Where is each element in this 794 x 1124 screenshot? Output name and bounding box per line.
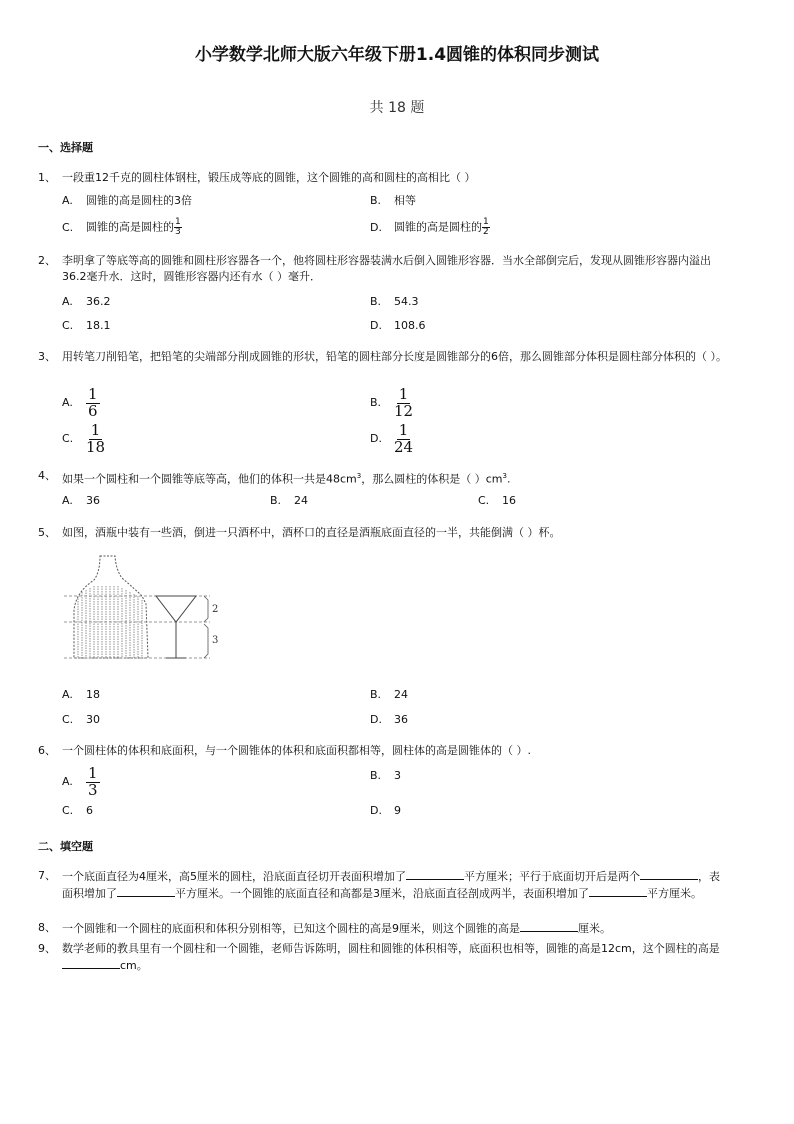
option-c[interactable]: C. 18.1 xyxy=(62,319,111,332)
option-a[interactable]: A. 36 xyxy=(62,494,100,507)
option-b[interactable]: B. $\frac{1}{12}$ xyxy=(370,385,414,420)
document-title: 小学数学北师大版六年级下册1.4圆锥的体积同步测试 xyxy=(194,45,600,65)
question-text: 如果一个圆柱和一个圆锥等底等高，他们的体积一共是$48cm^3$，那么圆柱的体积是（ ）$cm^3$. xyxy=(62,472,511,486)
question-number: 6、 xyxy=(38,744,56,757)
question-9 xyxy=(38,941,728,974)
question-3 xyxy=(38,349,728,365)
option-c[interactable]: C. $\frac{1}{18}$ xyxy=(62,421,106,456)
question-count: 共 18 题 xyxy=(369,100,425,116)
option-b[interactable]: B. 相等 xyxy=(370,194,416,207)
section-heading-choice: 一、选择题 xyxy=(38,141,93,154)
option-b[interactable]: B. 24 xyxy=(270,494,308,507)
question-1 xyxy=(38,170,728,186)
dimension-brackets xyxy=(204,596,208,658)
question-number: 3、 xyxy=(38,350,56,363)
fraction: $\frac{1}{3}$ xyxy=(175,217,181,237)
answer-blank[interactable] xyxy=(589,885,647,897)
option-d[interactable]: D. $\frac{1}{24}$ xyxy=(370,421,414,456)
answer-blank[interactable] xyxy=(640,868,698,880)
option-a[interactable]: A. 18 xyxy=(62,688,100,701)
fraction: $\frac{1}{6}$ xyxy=(88,385,98,420)
question-text: 数学老师的教具里有一个圆柱和一个圆锥，老师告诉陈明，圆柱和圆锥的体积相等，底面积也相等，圆锥的高是12cm，这个圆柱的高是cm。 xyxy=(62,942,720,972)
height-label-bottom: 3 xyxy=(212,635,219,646)
option-d[interactable]: D. 圆锥的高是圆柱的 $\frac{1}{2}$ xyxy=(370,217,489,237)
question-number: 8、 xyxy=(38,921,56,934)
fraction: $\frac{1}{18}$ xyxy=(86,421,106,456)
question-text: 用转笔刀削铅笔，把铅笔的尖端部分削成圆锥的形状，铅笔的圆柱部分长度是圆锥部分的6倍，那么圆锥部分体积是圆柱部分体积的（ ）。 xyxy=(62,350,727,363)
question-number: 5、 xyxy=(38,526,56,539)
wine-glass-icon xyxy=(156,596,196,658)
wine-bottle-icon xyxy=(74,556,148,658)
question-text: 一个底面直径为4厘米，高5厘米的圆柱，沿底面直径切开表面积增加了 平方厘米；平行于底面切开后是两个 ，表面积增加了 平方厘米。一个圆锥的底面直径和高都是3厘米，沿底面直径剖成两半，表面积增加了 平方厘米。 xyxy=(62,870,720,900)
option-c[interactable]: C. 圆锥的高是圆柱的 $\frac{1}{3}$ xyxy=(62,217,181,237)
fraction: $\frac{1}{24}$ xyxy=(394,421,414,456)
question-number: 7、 xyxy=(38,869,56,882)
option-b[interactable]: B. 3 xyxy=(370,769,401,782)
question-6 xyxy=(38,743,728,759)
option-a[interactable]: A. $\frac{1}{3}$ xyxy=(62,764,98,799)
option-b[interactable]: B. 54.3 xyxy=(370,295,419,308)
option-d[interactable]: D. 108.6 xyxy=(370,319,426,332)
question-4 xyxy=(38,468,728,488)
answer-blank[interactable] xyxy=(406,868,464,880)
bottle-and-glass-figure xyxy=(60,552,230,664)
option-a[interactable]: A. 36.2 xyxy=(62,295,111,308)
fraction: $\frac{1}{2}$ xyxy=(483,217,489,237)
question-number: 9、 xyxy=(38,942,56,955)
option-d[interactable]: D. 9 xyxy=(370,804,401,817)
option-b[interactable]: B. 24 xyxy=(370,688,408,701)
section-heading-fill-in: 二、填空题 xyxy=(38,840,93,853)
question-text: 如图，酒瓶中装有一些酒，倒进一只酒杯中，酒杯口的直径是酒瓶底面直径的一半，共能倒满（ ）杯。 xyxy=(62,526,561,539)
fraction: $\frac{1}{3}$ xyxy=(88,764,98,799)
answer-blank[interactable] xyxy=(520,920,578,932)
answer-blank[interactable] xyxy=(117,885,175,897)
question-text: 一个圆锥和一个圆柱的底面积和体积分别相等，已知这个圆柱的高是9厘米，则这个圆锥的高是 厘米。 xyxy=(62,922,611,935)
fraction: $\frac{1}{12}$ xyxy=(394,385,414,420)
question-2 xyxy=(38,253,728,285)
height-label-top: 2 xyxy=(212,604,219,615)
answer-blank[interactable] xyxy=(62,957,120,969)
question-text: 一段重12千克的圆柱体钢柱，锻压成等底的圆锥，这个圆锥的高和圆柱的高相比（ ） xyxy=(62,171,476,184)
question-number: 1、 xyxy=(38,171,56,184)
question-text: 李明拿了等底等高的圆锥和圆柱形容器各一个，他将圆柱形容器装满水后倒入圆锥形容器．当水全部倒完后，发现从圆锥形容器内溢出36.2毫升水．这时，圆锥形容器内还有水（ ）毫升． xyxy=(62,254,711,283)
option-a[interactable]: A. 圆锥的高是圆柱的3倍 xyxy=(62,194,192,207)
question-number: 2、 xyxy=(38,254,56,267)
option-c[interactable]: C. 16 xyxy=(478,494,516,507)
question-number: 4、 xyxy=(38,469,56,482)
question-8 xyxy=(38,920,728,937)
option-a[interactable]: A. $\frac{1}{6}$ xyxy=(62,385,98,420)
question-7 xyxy=(38,868,728,902)
option-c[interactable]: C. 30 xyxy=(62,713,100,726)
question-5 xyxy=(38,525,728,541)
option-d[interactable]: D. 36 xyxy=(370,713,408,726)
option-c[interactable]: C. 6 xyxy=(62,804,93,817)
question-text: 一个圆柱体的体积和底面积，与一个圆锥体的体积和底面积都相等，圆柱体的高是圆锥体的（ ）. xyxy=(62,744,531,757)
